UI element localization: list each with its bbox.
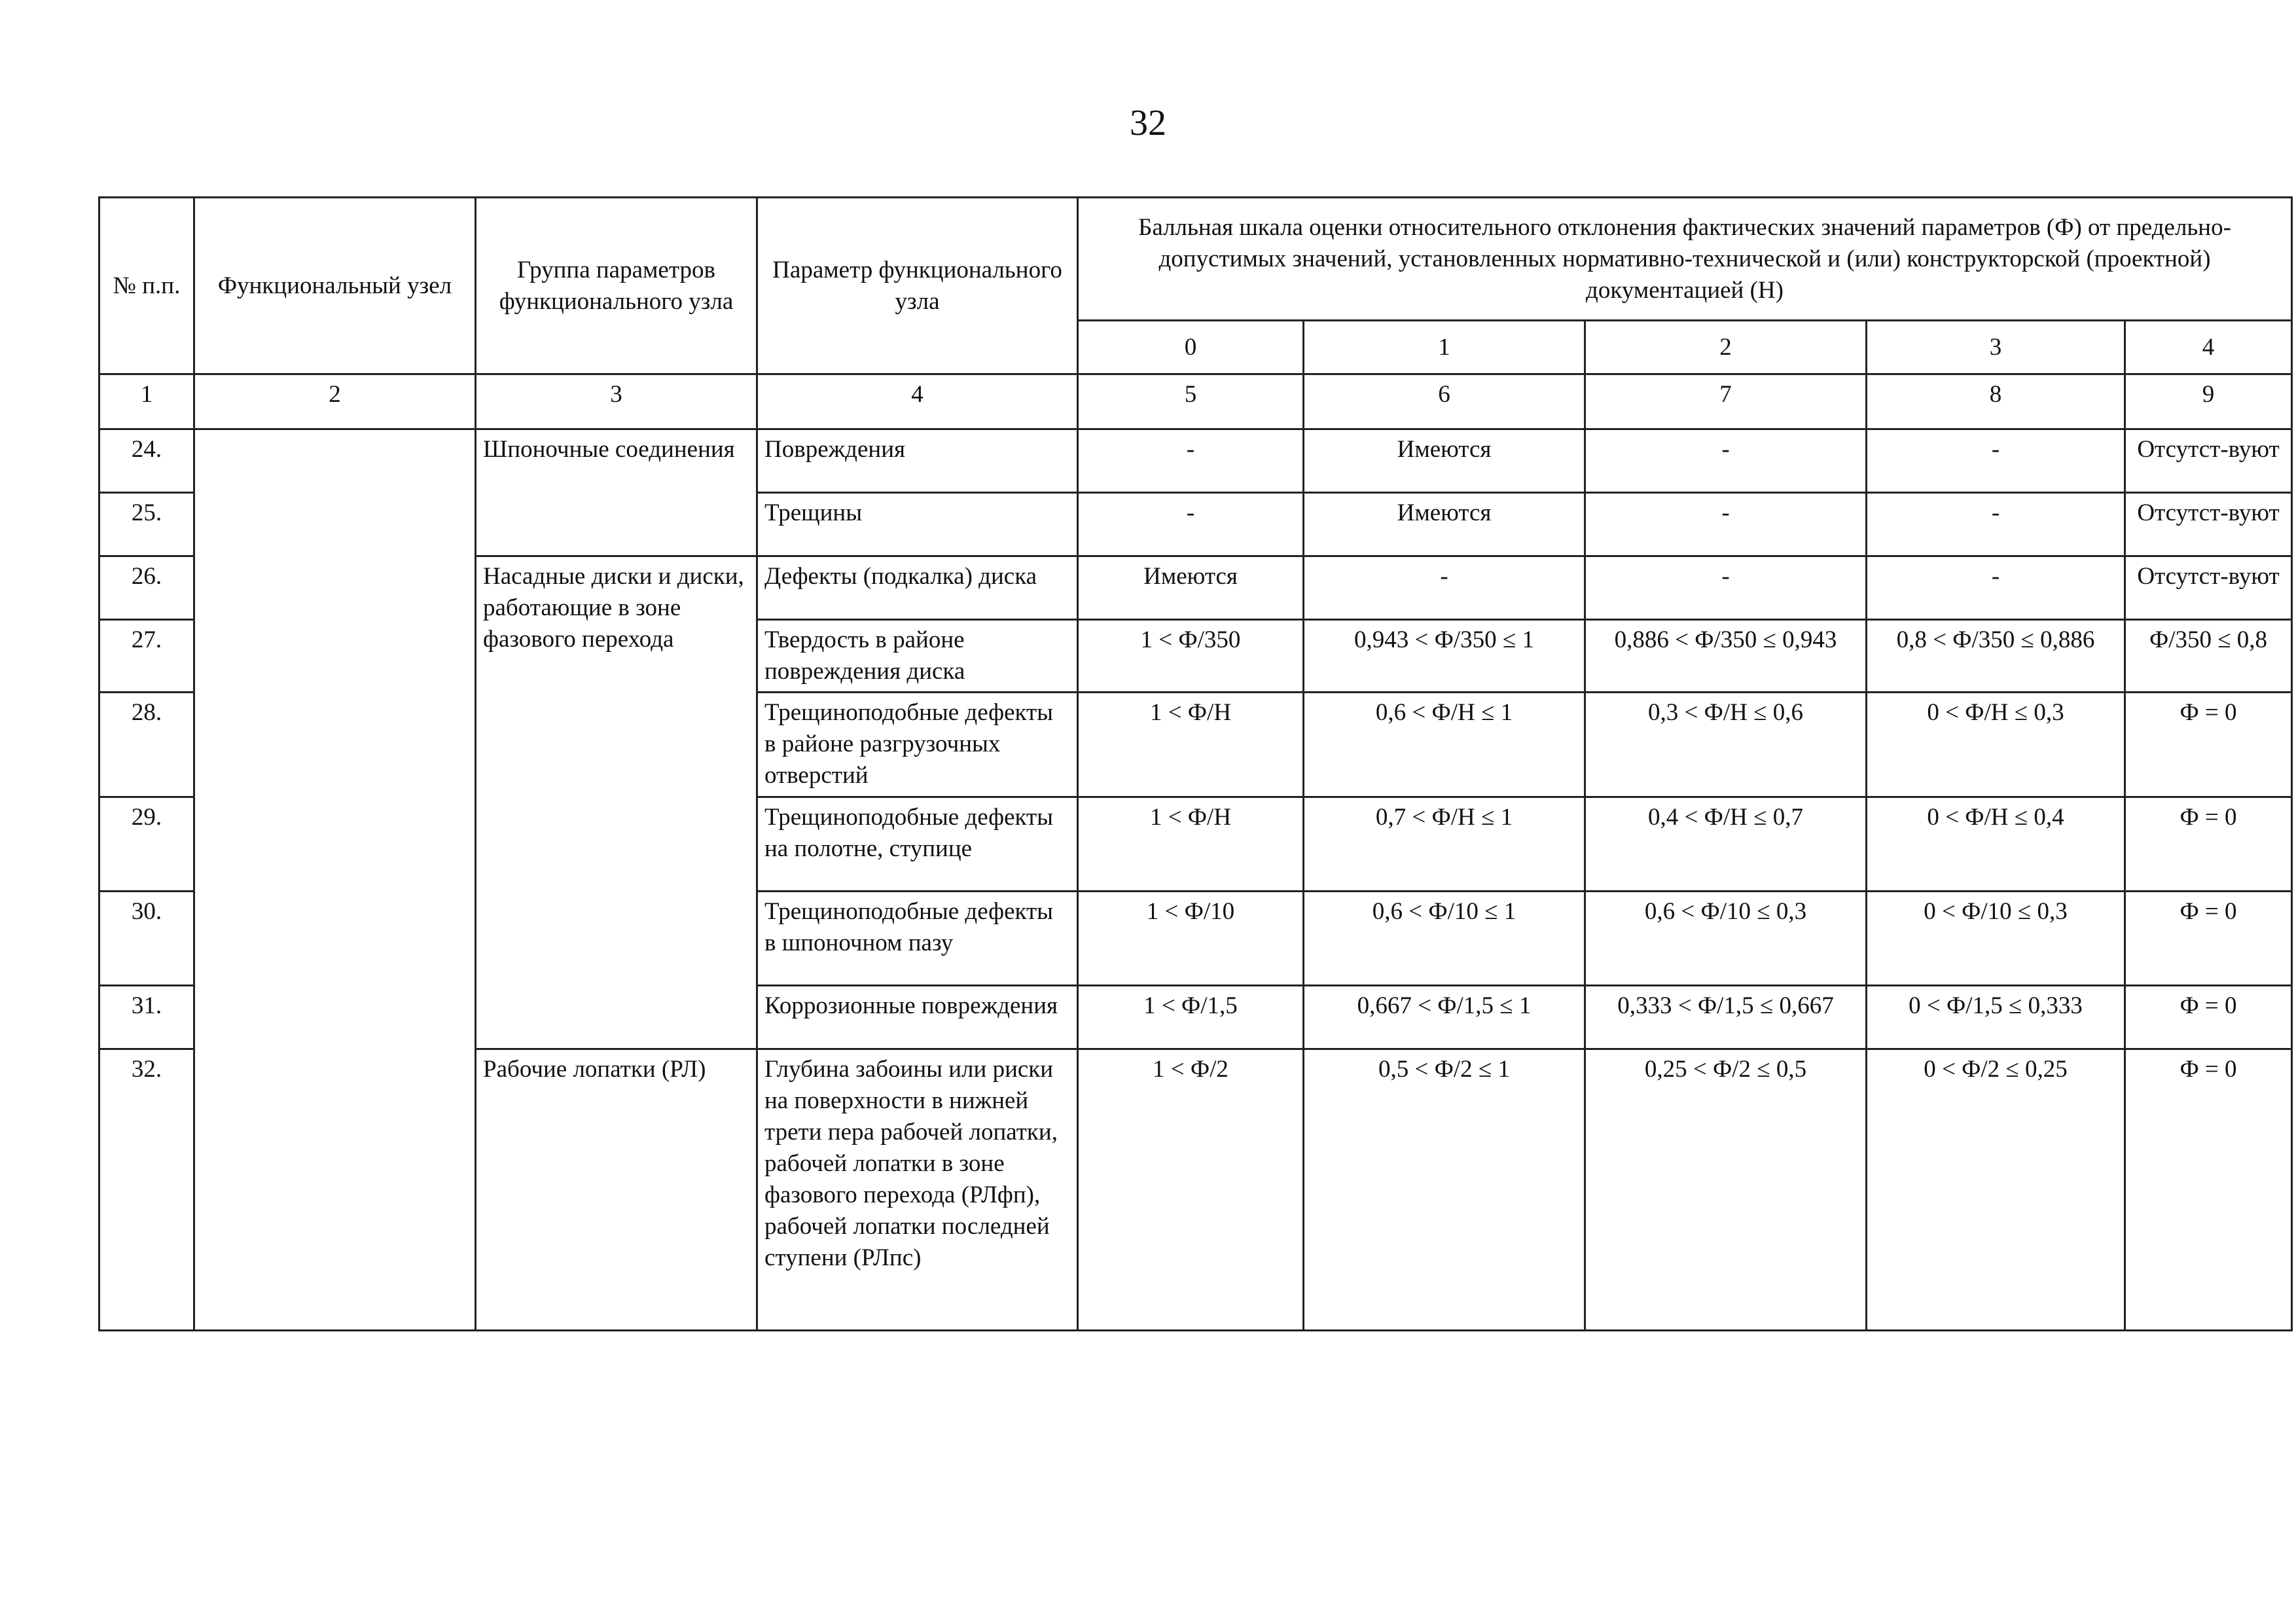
- score-0-cell: -: [1078, 493, 1304, 556]
- column-number: 3: [476, 374, 757, 429]
- score-1-cell: 0,667 < Ф/1,5 ≤ 1: [1304, 986, 1585, 1049]
- parameter-group-cell: Шпоночные соединения: [476, 429, 757, 556]
- score-4-cell: Отсутст-вуют: [2125, 429, 2292, 493]
- column-number: 8: [1867, 374, 2125, 429]
- parameter-group-cell: Насадные диски и диски, работающие в зоне фазового перехода: [476, 556, 757, 1049]
- score-3-cell: 0 < Ф/10 ≤ 0,3: [1867, 892, 2125, 986]
- header-score-3: 3: [1867, 321, 2125, 374]
- score-4-cell: Ф = 0: [2125, 693, 2292, 797]
- score-1-cell: 0,5 < Ф/2 ≤ 1: [1304, 1049, 1585, 1331]
- score-3-cell: 0 < Ф/2 ≤ 0,25: [1867, 1049, 2125, 1331]
- score-1-cell: 0,7 < Ф/Н ≤ 1: [1304, 797, 1585, 892]
- score-3-cell: 0 < Ф/Н ≤ 0,4: [1867, 797, 2125, 892]
- parameter-cell: Твердость в районе повреждения диска: [757, 620, 1078, 693]
- score-2-cell: -: [1585, 493, 1867, 556]
- header-score-1: 1: [1304, 321, 1585, 374]
- score-1-cell: Имеются: [1304, 493, 1585, 556]
- parameter-cell: Трещиноподобные дефекты на полотне, ступице: [757, 797, 1078, 892]
- score-2-cell: 0,3 < Ф/Н ≤ 0,6: [1585, 693, 1867, 797]
- row-number: 28.: [99, 693, 194, 797]
- score-1-cell: Имеются: [1304, 429, 1585, 493]
- score-2-cell: -: [1585, 429, 1867, 493]
- score-3-cell: 0 < Ф/1,5 ≤ 0,333: [1867, 986, 2125, 1049]
- score-4-cell: Отсутст-вуют: [2125, 493, 2292, 556]
- score-0-cell: 1 < Ф/Н: [1078, 797, 1304, 892]
- score-2-cell: 0,6 < Ф/10 ≤ 0,3: [1585, 892, 1867, 986]
- score-4-cell: Ф = 0: [2125, 1049, 2292, 1331]
- parameter-cell: Трещиноподобные дефекты в шпоночном пазу: [757, 892, 1078, 986]
- column-number: 4: [757, 374, 1078, 429]
- page-number: 32: [1130, 103, 1166, 143]
- score-4-cell: Ф/350 ≤ 0,8: [2125, 620, 2292, 693]
- row-number: 31.: [99, 986, 194, 1049]
- score-4-cell: Отсутст-вуют: [2125, 556, 2292, 620]
- header-score-4: 4: [2125, 321, 2292, 374]
- column-number: 2: [194, 374, 476, 429]
- header-functional-node: Функциональный узел: [194, 198, 476, 374]
- header-parameter-group: Группа параметров функционального узла: [476, 198, 757, 374]
- header-parameter: Параметр функционального узла: [757, 198, 1078, 374]
- score-1-cell: 0,6 < Ф/10 ≤ 1: [1304, 892, 1585, 986]
- score-2-cell: 0,25 < Ф/2 ≤ 0,5: [1585, 1049, 1867, 1331]
- table-row: [99, 429, 2292, 493]
- score-4-cell: Ф = 0: [2125, 797, 2292, 892]
- score-0-cell: 1 < Ф/1,5: [1078, 986, 1304, 1049]
- column-number: 1: [99, 374, 194, 429]
- parameter-cell: Повреждения: [757, 429, 1078, 493]
- header-row-1: [99, 198, 2292, 321]
- column-number: 9: [2125, 374, 2292, 429]
- column-number: 6: [1304, 374, 1585, 429]
- score-3-cell: -: [1867, 493, 2125, 556]
- parameter-cell: Трещиноподобные дефекты в районе разгрузочных отверстий: [757, 693, 1078, 797]
- parameter-cell: Глубина забоины или риски на поверхности в нижней трети пера рабочей лопатки, рабочей лопатки в зоне фазового перехода (РЛфп), рабочей лопатки последней ступени (РЛпс): [757, 1049, 1078, 1331]
- score-3-cell: -: [1867, 556, 2125, 620]
- row-number: 32.: [99, 1049, 194, 1331]
- score-4-cell: Ф = 0: [2125, 986, 2292, 1049]
- column-number: 5: [1078, 374, 1304, 429]
- row-number: 26.: [99, 556, 194, 620]
- score-0-cell: 1 < Ф/350: [1078, 620, 1304, 693]
- row-number: 30.: [99, 892, 194, 986]
- header-score-2: 2: [1585, 321, 1867, 374]
- column-numbers-row: [99, 374, 2292, 429]
- score-1-cell: 0,943 < Ф/350 ≤ 1: [1304, 620, 1585, 693]
- score-0-cell: 1 < Ф/Н: [1078, 693, 1304, 797]
- score-0-cell: -: [1078, 429, 1304, 493]
- score-1-cell: 0,6 < Ф/Н ≤ 1: [1304, 693, 1585, 797]
- score-2-cell: 0,886 < Ф/350 ≤ 0,943: [1585, 620, 1867, 693]
- score-0-cell: 1 < Ф/2: [1078, 1049, 1304, 1331]
- parameter-cell: Трещины: [757, 493, 1078, 556]
- row-number: 25.: [99, 493, 194, 556]
- parameter-cell: Коррозионные повреждения: [757, 986, 1078, 1049]
- score-3-cell: 0,8 < Ф/350 ≤ 0,886: [1867, 620, 2125, 693]
- score-0-cell: 1 < Ф/10: [1078, 892, 1304, 986]
- score-2-cell: -: [1585, 556, 1867, 620]
- score-1-cell: -: [1304, 556, 1585, 620]
- parameter-cell: Дефекты (подкалка) диска: [757, 556, 1078, 620]
- score-2-cell: 0,333 < Ф/1,5 ≤ 0,667: [1585, 986, 1867, 1049]
- score-0-cell: Имеются: [1078, 556, 1304, 620]
- header-score-0: 0: [1078, 321, 1304, 374]
- functional-node-cell: [194, 429, 476, 1331]
- assessment-table: [98, 196, 2293, 1331]
- row-number: 27.: [99, 620, 194, 693]
- score-2-cell: 0,4 < Ф/Н ≤ 0,7: [1585, 797, 1867, 892]
- column-number: 7: [1585, 374, 1867, 429]
- score-3-cell: -: [1867, 429, 2125, 493]
- header-number: № п.п.: [99, 198, 194, 374]
- parameter-group-cell: Рабочие лопатки (РЛ): [476, 1049, 757, 1331]
- header-scale-title: Балльная шкала оценки относительного отклонения фактических значений параметров (Ф) от предельно-допустимых значений, установленных нормативно-технической и (или) конструкторской (проектной) документацией (Н): [1078, 198, 2292, 321]
- score-3-cell: 0 < Ф/Н ≤ 0,3: [1867, 693, 2125, 797]
- row-number: 24.: [99, 429, 194, 493]
- row-number: 29.: [99, 797, 194, 892]
- score-4-cell: Ф = 0: [2125, 892, 2292, 986]
